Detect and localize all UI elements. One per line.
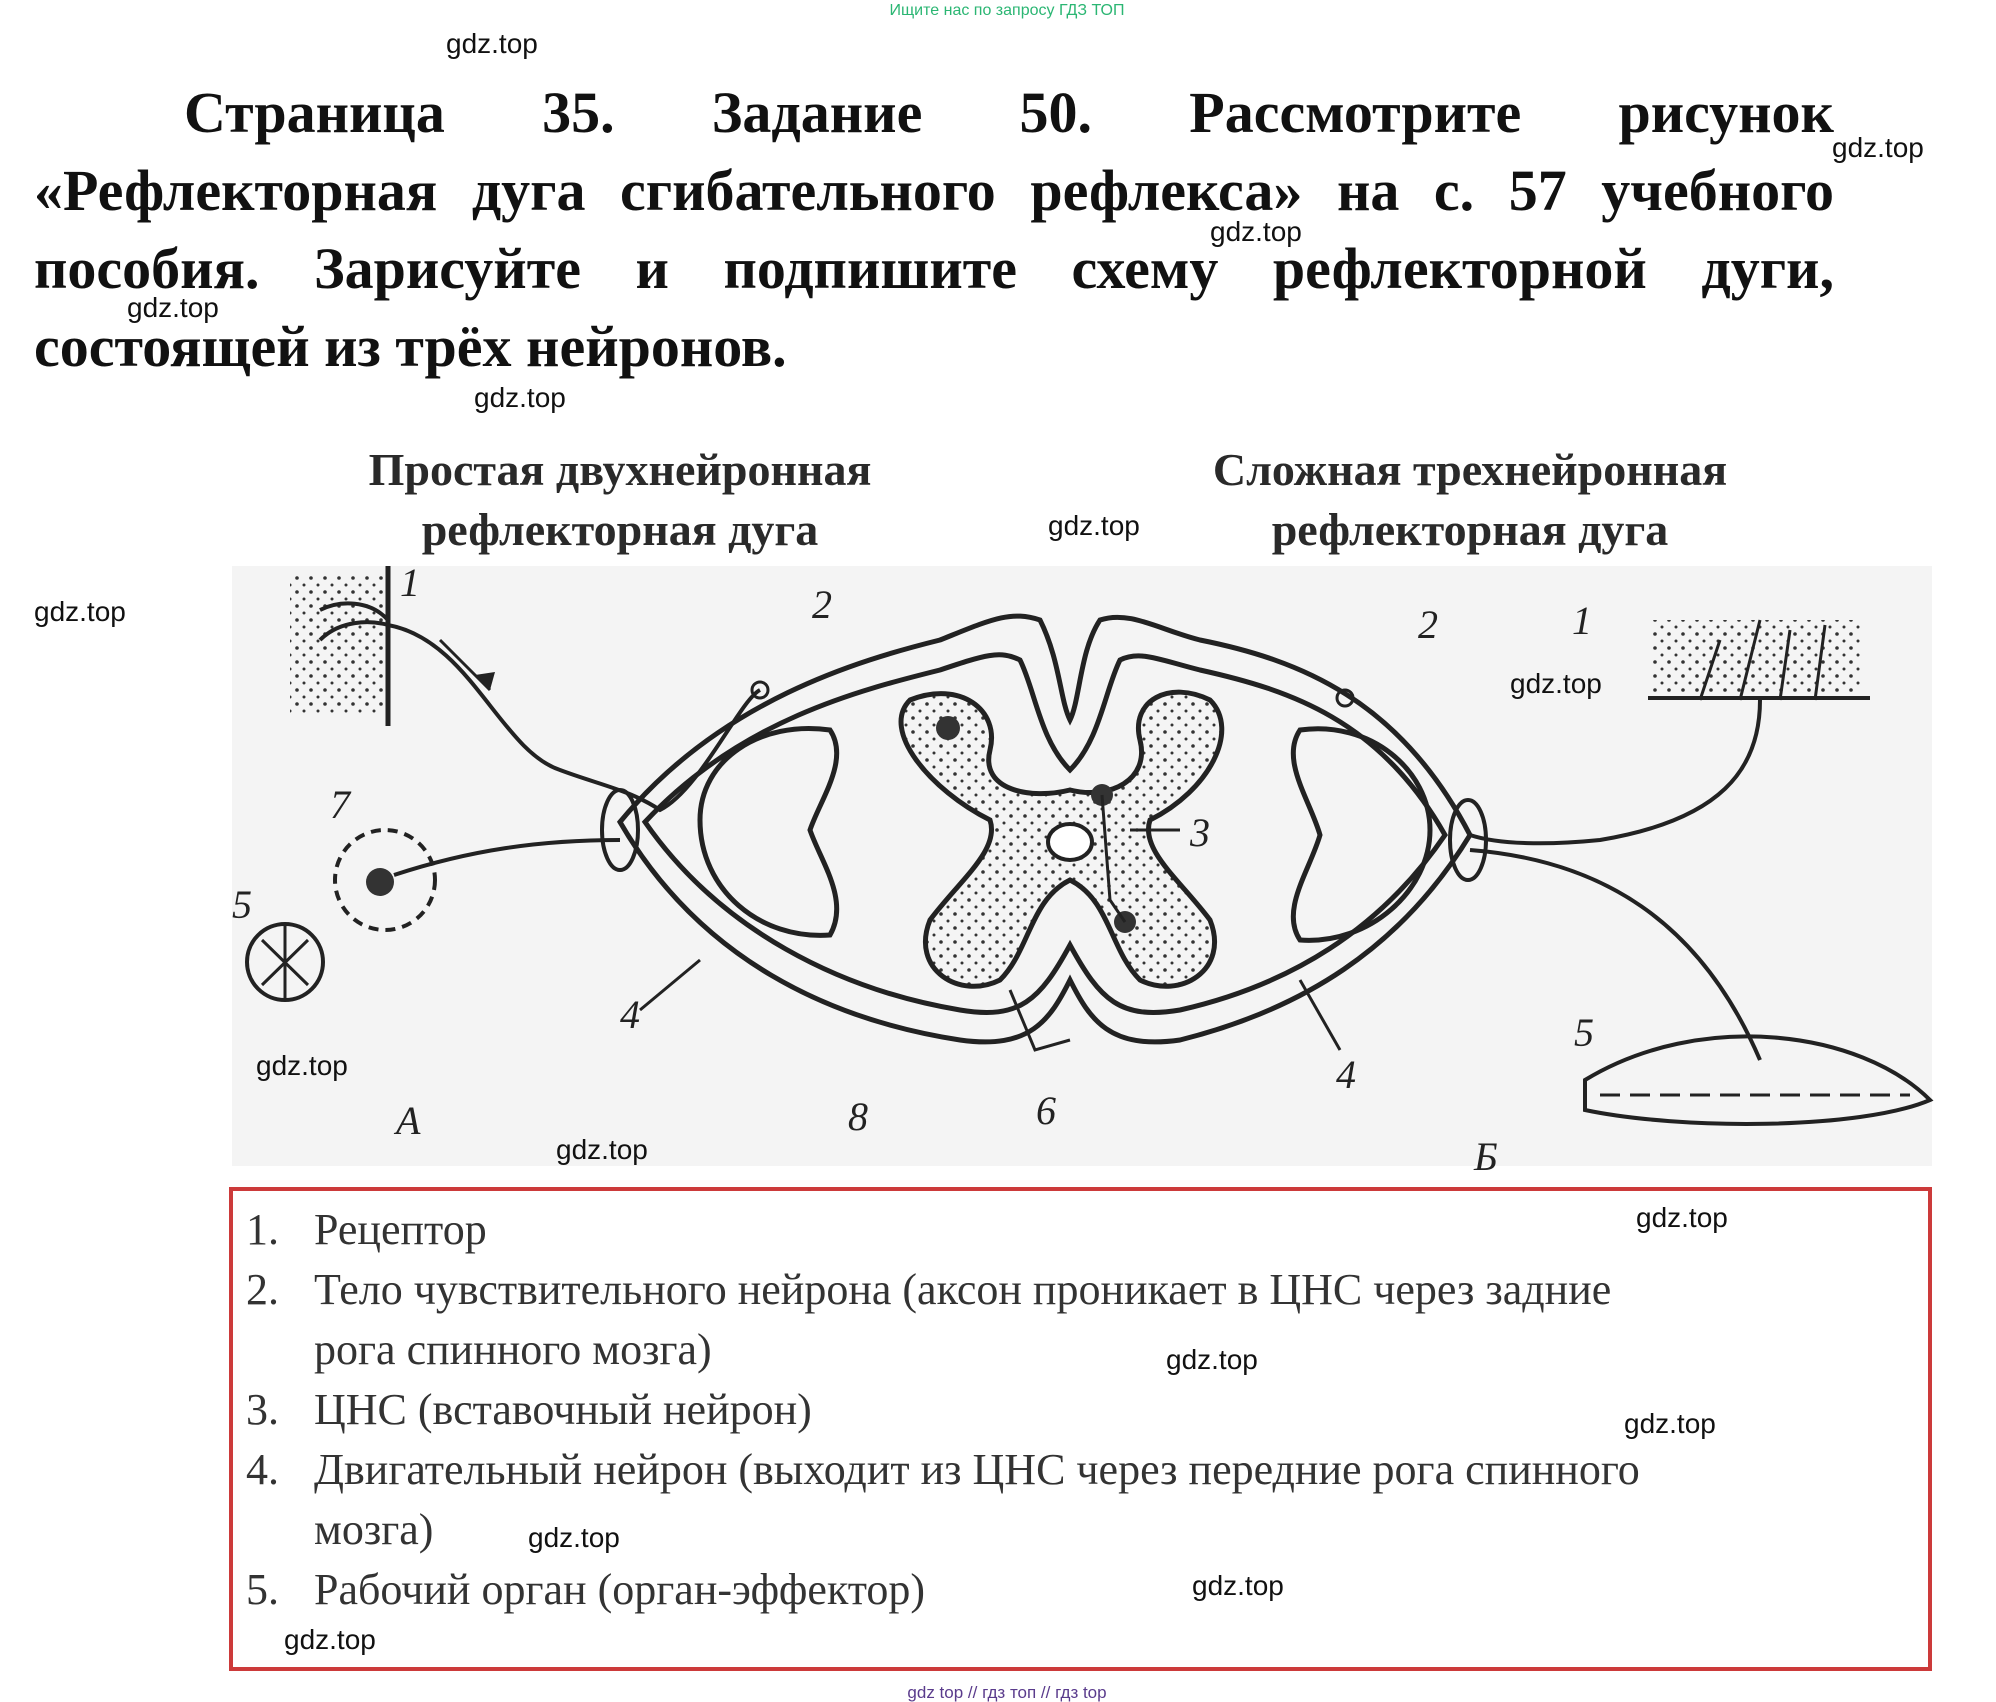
- interneuron-body-1: [936, 716, 960, 740]
- task-line-4: состоящей из трёх нейронов.: [34, 314, 787, 379]
- label-4-right: 4: [1336, 1052, 1356, 1097]
- word: 57: [1508, 158, 1567, 223]
- watermark: gdz.top: [1210, 216, 1302, 247]
- watermark: gdz.top: [1636, 1202, 1728, 1233]
- item-text-line: рога спинного мозга): [314, 1325, 712, 1374]
- title-line: рефлекторная дуга: [1271, 504, 1669, 555]
- watermark: gdz.top: [1048, 510, 1140, 541]
- word: Страница: [184, 80, 445, 145]
- label-5-right: 5: [1574, 1010, 1594, 1055]
- label-7: 7: [330, 782, 350, 827]
- right-skin-dots: [1650, 620, 1860, 695]
- answer-item: [246, 1200, 1874, 1260]
- item-text: [314, 1260, 1874, 1380]
- word: рефлекторной: [1272, 236, 1647, 301]
- label-4-left: 4: [620, 992, 640, 1037]
- item-number: 2.: [246, 1265, 279, 1314]
- watermark: gdz.top: [256, 1050, 348, 1081]
- watermark: gdz.top: [1192, 1570, 1284, 1601]
- word: подпишите: [723, 236, 1017, 301]
- word: схему: [1071, 236, 1219, 301]
- label-3: 3: [1190, 810, 1210, 855]
- left-neuron-body: [366, 868, 394, 896]
- watermark: gdz.top: [528, 1522, 620, 1553]
- word: 35.: [542, 80, 615, 145]
- label-A: А: [396, 1098, 421, 1143]
- watermark: gdz.top: [34, 596, 126, 627]
- footer-links[interactable]: gdz top // гдз топ // гдз top: [907, 1683, 1107, 1702]
- top-search-note: Ищите нас по запросу ГДЗ ТОП: [889, 2, 1125, 19]
- watermark: gdz.top: [284, 1624, 376, 1655]
- item-number: 5.: [246, 1565, 279, 1614]
- title-line: Простая двухнейронная: [368, 444, 872, 495]
- word: учебного: [1601, 158, 1834, 223]
- word: с.: [1433, 158, 1475, 223]
- word: на: [1336, 158, 1400, 223]
- watermark: gdz.top: [556, 1134, 648, 1165]
- answer-item: [246, 1260, 1874, 1380]
- word: рефлекса»: [1030, 158, 1303, 223]
- item-text-line: Тело чувствительного нейрона (аксон проникает в ЦНС через задние: [314, 1265, 1612, 1314]
- word: дуга: [471, 158, 586, 223]
- label-5-left: 5: [232, 882, 252, 927]
- item-text: Рецептор: [314, 1205, 487, 1254]
- label-2-left: 2: [812, 582, 832, 627]
- item-number: 4.: [246, 1445, 279, 1494]
- word: 50.: [1019, 80, 1093, 145]
- answer-item: [246, 1560, 1874, 1620]
- word: дуги,: [1701, 236, 1834, 301]
- label-2-right: 2: [1418, 602, 1438, 647]
- label-1-right: 1: [1572, 598, 1592, 643]
- watermark: gdz.top: [1624, 1408, 1716, 1439]
- left-skin-dots: [290, 575, 385, 715]
- word: сгибательного: [620, 158, 996, 223]
- item-number: 1.: [246, 1205, 279, 1254]
- watermark: gdz.top: [474, 382, 566, 413]
- label-1-left: 1: [400, 560, 420, 605]
- label-B: Б: [1474, 1134, 1498, 1179]
- watermark: gdz.top: [127, 292, 219, 323]
- answer-item: [246, 1440, 1874, 1560]
- item-text: Рабочий орган (орган-эффектор): [314, 1565, 926, 1614]
- watermark: gdz.top: [1832, 132, 1924, 163]
- item-number: 3.: [246, 1385, 279, 1434]
- word: рисунок: [1618, 80, 1834, 145]
- word: Рассмотрите: [1189, 80, 1522, 145]
- label-6: 6: [1036, 1088, 1056, 1133]
- word: и: [635, 236, 669, 301]
- word: Зарисуйте: [314, 236, 581, 301]
- word: пособия.: [34, 236, 260, 301]
- watermark: gdz.top: [1510, 668, 1602, 699]
- title-line: Сложная трехнейронная: [1212, 444, 1728, 495]
- word: «Рефлекторная: [34, 158, 438, 223]
- label-8: 8: [848, 1094, 868, 1139]
- watermark: gdz.top: [446, 28, 538, 59]
- watermark: gdz.top: [1166, 1344, 1258, 1375]
- title-line: рефлекторная дуга: [421, 504, 819, 555]
- item-text-line: мозга): [314, 1505, 434, 1554]
- central-canal: [1048, 824, 1092, 860]
- item-text: ЦНС (вставочный нейрон): [314, 1385, 812, 1434]
- word: Задание: [711, 80, 923, 145]
- item-text-line: Двигательный нейрон (выходит из ЦНС через передние рога спинного: [314, 1445, 1640, 1494]
